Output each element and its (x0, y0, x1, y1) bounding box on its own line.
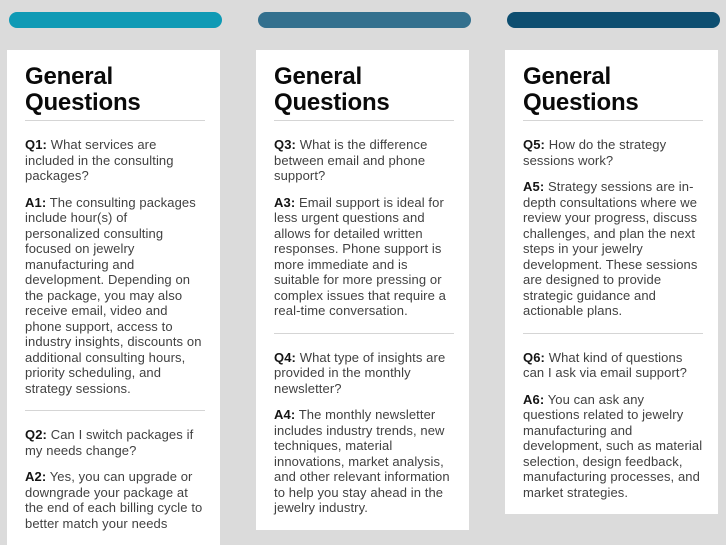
question (25, 427, 205, 458)
faq-column-1 (7, 12, 220, 531)
question-label: Q1: (25, 137, 47, 152)
divider (274, 333, 454, 334)
question-text: How do the strategy sessions work? (523, 137, 667, 168)
answer (25, 469, 205, 531)
answer-label: A4: (274, 407, 296, 422)
accent-pill (507, 12, 720, 28)
question-label: Q2: (25, 427, 47, 442)
card-title: General Questions (25, 63, 141, 116)
answer-label: A3: (274, 194, 296, 210)
divider (25, 120, 205, 121)
answer-label: A1: (25, 194, 47, 210)
question-label: Q5: (523, 137, 545, 152)
question-text: What services are included in the consulting packages? (25, 137, 174, 183)
accent-pill (258, 12, 471, 28)
accent-pill (9, 12, 222, 28)
answer (523, 179, 703, 319)
answer-label: A6: (523, 391, 545, 407)
answer (274, 407, 454, 516)
divider (523, 120, 703, 121)
answer (25, 195, 205, 397)
answer-text: Email support is ideal for less urgent questions and allows for detailed written responses. Phone support is more immediate and is suitable for more pressing or complex issues that require a real-time conversation. (274, 194, 446, 318)
faq-card (256, 50, 469, 530)
question-label: Q4: (274, 349, 296, 365)
answer (523, 392, 703, 501)
question (274, 350, 454, 397)
answer-text: The consulting packages include hour(s) of personalized consulting focused on jewelry manufacturing and development. Depending on the package, you may also receive email, video and phone support, access to industry insights, discounts on additional consulting hours, priority scheduling, and strategy sessions. (25, 194, 202, 396)
answer-text: Yes, you can upgrade or downgrade your package at the end of each billing cycle to better match your needs (25, 469, 203, 531)
divider (25, 410, 205, 411)
question-label: Q6: (523, 349, 545, 365)
answer (274, 195, 454, 319)
question-text: What kind of questions can I ask via email support? (523, 349, 687, 380)
faq-card (7, 50, 220, 545)
question (274, 137, 454, 184)
faq-column-2 (256, 12, 469, 515)
answer-text: You can ask any questions related to jewelry manufacturing and development, such as material selection, design feedback, manufacturing processes, and market strategies. (523, 391, 703, 500)
divider (523, 333, 703, 334)
divider (274, 120, 454, 121)
answer-text: Strategy sessions are in-depth consultations where we review your progress, discuss challenges, and plan the next steps in your jewelry development. These sessions are designed to provide strategic guidance and actionable plans. (523, 179, 698, 318)
question-text: What type of insights are provided in the monthly newsletter? (274, 349, 446, 396)
question-text: What is the difference between email and phone support? (274, 137, 428, 183)
card-title: General Questions (274, 63, 390, 116)
faq-column-3 (505, 12, 718, 500)
question-label: Q3: (274, 137, 296, 152)
card-title: General Questions (523, 63, 639, 116)
answer-text: The monthly newsletter includes industry trends, new techniques, material innovations, market analysis, and other relevant information to help you stay ahead in the jewelry industry. (274, 407, 450, 515)
question (25, 137, 205, 184)
answer-label: A2: (25, 469, 47, 484)
faq-card (505, 50, 718, 514)
question (523, 137, 703, 168)
question (523, 350, 703, 381)
question-text: Can I switch packages if my needs change? (25, 427, 194, 458)
answer-label: A5: (523, 179, 545, 194)
